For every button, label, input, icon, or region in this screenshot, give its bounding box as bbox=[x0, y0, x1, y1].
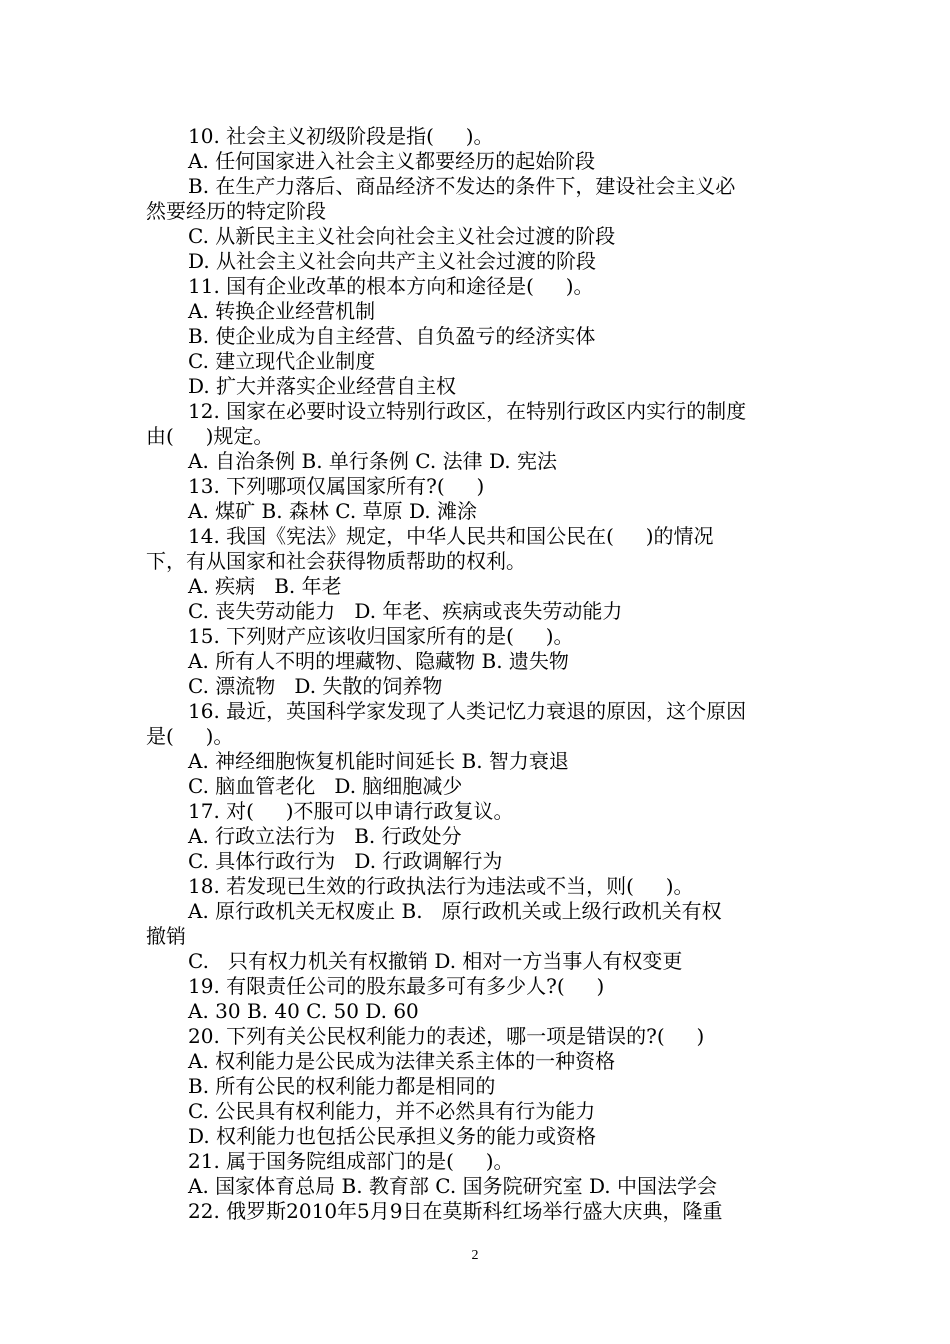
question-16-continued: 是( )。 bbox=[146, 724, 234, 748]
options-15-cd: C. 漂流物 D. 失散的饲养物 bbox=[188, 674, 443, 698]
question-14-continued: 下，有从国家和社会获得物质帮助的权利。 bbox=[146, 549, 526, 573]
options-18-cd: C. 只有权力机关有权撤销 D. 相对一方当事人有权变更 bbox=[188, 949, 683, 973]
option-20a: A. 权利能力是公民成为法律关系主体的一种资格 bbox=[188, 1049, 616, 1073]
options-18-ab: A. 原行政机关无权废止 B. 原行政机关或上级行政机关有权 bbox=[188, 899, 722, 923]
option-20d: D. 权利能力也包括公民承担义务的能力或资格 bbox=[188, 1124, 597, 1148]
option-10c: C. 从新民主主义社会向社会主义社会过渡的阶段 bbox=[188, 224, 616, 248]
options-15-ab: A. 所有人不明的埋藏物、隐藏物 B. 遗失物 bbox=[188, 649, 569, 673]
option-11a: A. 转换企业经营机制 bbox=[188, 299, 376, 323]
options-12: A. 自治条例 B. 单行条例 C. 法律 D. 宪法 bbox=[188, 449, 557, 473]
options-21: A. 国家体育总局 B. 教育部 C. 国务院研究室 D. 中国法学会 bbox=[188, 1174, 717, 1198]
question-15: 15. 下列财产应该收归国家所有的是( )。 bbox=[188, 624, 574, 648]
option-10d: D. 从社会主义社会向共产主义社会过渡的阶段 bbox=[188, 249, 597, 273]
question-11: 11. 国有企业改革的根本方向和途径是( )。 bbox=[188, 274, 594, 298]
question-17: 17. 对( )不服可以申请行政复议。 bbox=[188, 799, 514, 823]
option-20c: C. 公民具有权利能力，并不必然具有行为能力 bbox=[188, 1099, 596, 1123]
options-14-cd: C. 丧失劳动能力 D. 年老、疾病或丧失劳动能力 bbox=[188, 599, 623, 623]
options-13: A. 煤矿 B. 森林 C. 草原 D. 滩涂 bbox=[188, 499, 477, 523]
question-14: 14. 我国《宪法》规定，中华人民共和国公民在( )的情况 bbox=[188, 524, 714, 548]
option-20b: B. 所有公民的权利能力都是相同的 bbox=[188, 1074, 496, 1098]
options-17-cd: C. 具体行政行为 D. 行政调解行为 bbox=[188, 849, 503, 873]
options-19: A. 30 B. 40 C. 50 D. 60 bbox=[188, 999, 419, 1023]
question-20: 20. 下列有关公民权利能力的表述，哪一项是错误的?( ) bbox=[188, 1024, 705, 1048]
question-18: 18. 若发现已生效的行政执法行为违法或不当，则( )。 bbox=[188, 874, 694, 898]
option-10b: B. 在生产力落后、商品经济不发达的条件下，建设社会主义必 bbox=[188, 174, 736, 198]
question-12-continued: 由( )规定。 bbox=[146, 424, 274, 448]
options-16-ab: A. 神经细胞恢复机能时间延长 B. 智力衰退 bbox=[188, 749, 569, 773]
options-14-ab: A. 疾病 B. 年老 bbox=[188, 574, 342, 598]
question-21: 21. 属于国务院组成部门的是( )。 bbox=[188, 1149, 514, 1173]
option-11b: B. 使企业成为自主经营、自负盈亏的经济实体 bbox=[188, 324, 596, 348]
options-17-ab: A. 行政立法行为 B. 行政处分 bbox=[188, 824, 462, 848]
question-10: 10. 社会主义初级阶段是指( )。 bbox=[188, 124, 494, 148]
option-11d: D. 扩大并落实企业经营自主权 bbox=[188, 374, 457, 398]
question-19: 19. 有限责任公司的股东最多可有多少人?( ) bbox=[188, 974, 605, 998]
question-13: 13. 下列哪项仅属国家所有?( ) bbox=[188, 474, 485, 498]
page-content bbox=[146, 124, 810, 1224]
question-12: 12. 国家在必要时设立特别行政区，在特别行政区内实行的制度 bbox=[188, 399, 747, 423]
options-16-cd: C. 脑血管老化 D. 脑细胞减少 bbox=[188, 774, 463, 798]
question-16: 16. 最近，英国科学家发现了人类记忆力衰退的原因，这个原因 bbox=[188, 699, 747, 723]
option-10b-continued: 然要经历的特定阶段 bbox=[146, 199, 326, 223]
question-22: 22. 俄罗斯2010年5月9日在莫斯科红场举行盛大庆典，隆重 bbox=[188, 1199, 723, 1223]
option-10a: A. 任何国家进入社会主义都要经历的起始阶段 bbox=[188, 149, 596, 173]
page-number: 2 bbox=[471, 1248, 479, 1263]
options-18-ab-continued: 撤销 bbox=[146, 924, 186, 948]
option-11c: C. 建立现代企业制度 bbox=[188, 349, 376, 373]
